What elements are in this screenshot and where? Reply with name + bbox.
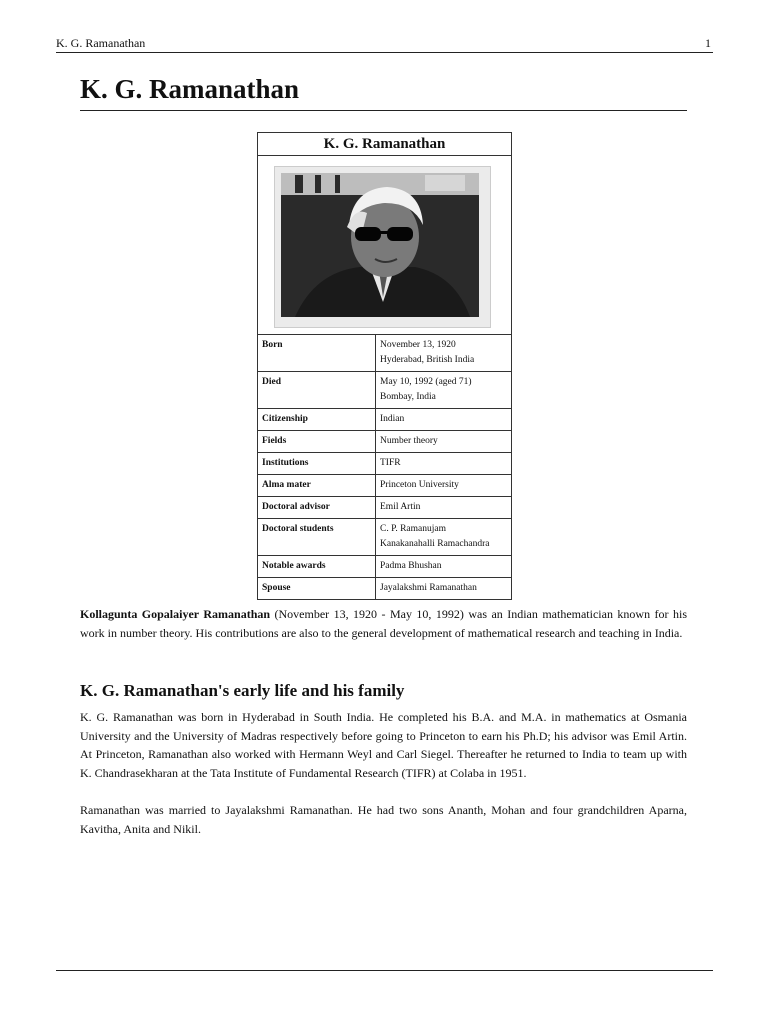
running-header-title: K. G. Ramanathan xyxy=(56,36,146,50)
intro-text: (November 13, 1920 - May 10, 1992) was an Indian mathematician known for his work in number theory. His contributions are also to the general development of mathematical research and teaching in India. xyxy=(80,607,687,640)
infobox-value-line: Jayalakshmi Ramanathan xyxy=(380,583,477,593)
infobox-row xyxy=(258,372,511,409)
infobox-caption: K. G. Ramanathan xyxy=(258,133,511,156)
section-paragraph-1: K. G. Ramanathan was born in Hyderabad in South India. He completed his B.A. and M.A. in mathematics at Osmania University and the University of Madras respectively before going to Princeton to earn his Ph.D; his advisor was Emil Artin. At Princeton, Ramanathan also worked with Hermann Weyl and Carl Siegel. Thereafter he returned to India to team up with K. Chandrasekharan at the Tata Institute of Fundamental Research (TIFR) at Colaba in 1951. xyxy=(80,710,687,780)
infobox-value-line: November 13, 1920 xyxy=(380,340,456,350)
infobox-value xyxy=(376,453,511,474)
infobox-row xyxy=(258,578,511,599)
infobox-row xyxy=(258,497,511,519)
page-title: K. G. Ramanathan xyxy=(80,70,687,111)
infobox-row xyxy=(258,453,511,475)
infobox-value-line: C. P. Ramanujam xyxy=(380,524,446,534)
infobox-value xyxy=(376,409,511,430)
infobox-value-line: Indian xyxy=(380,414,405,424)
infobox-row xyxy=(258,409,511,431)
infobox-value-line: Emil Artin xyxy=(380,502,421,512)
infobox-value-line: May 10, 1992 (aged 71) xyxy=(380,377,472,387)
infobox-label: Spouse xyxy=(258,578,376,599)
infobox-value-line: Bombay, India xyxy=(380,392,436,402)
infobox-row xyxy=(258,335,511,372)
portrait-photo xyxy=(274,166,491,328)
infobox-label: Institutions xyxy=(258,453,376,474)
running-header xyxy=(56,36,713,53)
infobox-value xyxy=(376,556,511,577)
infobox-value xyxy=(376,475,511,496)
infobox-label: Fields xyxy=(258,431,376,452)
infobox-row xyxy=(258,475,511,497)
infobox-value xyxy=(376,335,511,371)
infobox-label: Born xyxy=(258,335,376,371)
infobox-row xyxy=(258,556,511,578)
infobox-value-line: Number theory xyxy=(380,436,438,446)
infobox-value-line: TIFR xyxy=(380,458,401,468)
infobox-value xyxy=(376,431,511,452)
intro-paragraph xyxy=(80,605,687,642)
infobox-value xyxy=(376,372,511,408)
intro-bold-name: Kollagunta Gopalaiyer Ramanathan xyxy=(80,607,271,621)
infobox xyxy=(257,132,512,600)
infobox-value-line: Hyderabad, British India xyxy=(380,355,475,365)
infobox-value xyxy=(376,497,511,518)
section-paragraph-2: Ramanathan was married to Jayalakshmi Ramanathan. He had two sons Ananth, Mohan and four grandchildren Aparna, Kavitha, Anita and Nikil. xyxy=(80,803,687,836)
infobox-value-line: Kanakanahalli Ramachandra xyxy=(380,539,490,549)
section-heading: K. G. Ramanathan's early life and his family xyxy=(80,681,405,700)
portrait-photo-graphic xyxy=(275,167,490,327)
infobox-label: Died xyxy=(258,372,376,408)
infobox-row xyxy=(258,431,511,453)
infobox-label: Citizenship xyxy=(258,409,376,430)
infobox-row xyxy=(258,519,511,556)
infobox-value xyxy=(376,578,511,599)
infobox-value xyxy=(376,519,511,555)
footer-rule xyxy=(56,970,713,971)
infobox-label: Doctoral students xyxy=(258,519,376,555)
page-number: 1 xyxy=(705,36,711,50)
infobox-label: Doctoral advisor xyxy=(258,497,376,518)
infobox-image-cell xyxy=(258,156,511,335)
infobox-rows xyxy=(258,335,511,599)
infobox-label: Notable awards xyxy=(258,556,376,577)
infobox-value-line: Padma Bhushan xyxy=(380,561,442,571)
infobox-value-line: Princeton University xyxy=(380,480,459,490)
infobox-label: Alma mater xyxy=(258,475,376,496)
